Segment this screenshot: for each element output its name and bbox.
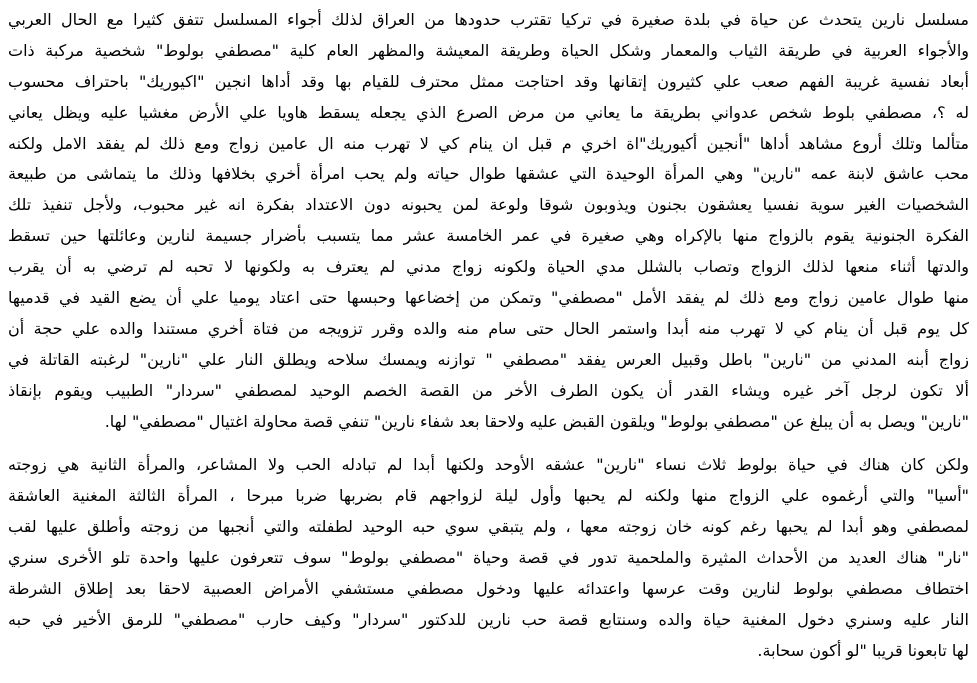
text-line: زواج أبنه المدني من "نارين" باطل وقبيل العرس يفقد "مصطفي " توازنه ويمسك سلاحه ويطلق النار علي "نارين" لرغبته القاتلة في xyxy=(8,349,969,369)
text-line: أبعاد نفسية غريبة الفهم صعب علي كثيرون إتقانها وقد احتاجت ممثل محترف للقيام بها وقد أداها انجين "اكيوريك" باحتراف محسوب xyxy=(8,71,969,91)
text-line: "نار" هناك العديد من الأحداث المثيرة والملحمية تدور في قصة وحياة "مصطفي بولوط" سوف تتعرفون عليها واحدة تلو الأخرى سنري xyxy=(8,548,969,568)
text-line: لمصطفي وهو أبدا لم يحبها رغم كونه خان زوجته معها ، ولم يتبقي سوي حبه الوحيد لطفلته والتي أنجبها من زوجته وأطلق عليها لقب xyxy=(8,517,969,537)
text-line: له ؟، مصطفي بلوط شخص عدواني بطريقة ما يعاني من مرض الصرع الذي يجعله يسقط هاويا علي الأرض مغشيا عليه ويظل يعاني xyxy=(8,102,969,122)
text-line: متألما وتلك أروع مشاهد أداها "أنجين أكيوريك"اة اخري م قبل ان ينام كي لا تهرب منه ال عامين زواج ومع ذلك لم يفقد الامل ولكنه xyxy=(8,133,969,153)
text-line: والأجواء العربية في طريقة الثياب والمعمار وشكل الحياة وطريقة المعيشة والمظهر العام كلية "مصطفي بولوط" شخصية مركبة ذات xyxy=(8,40,969,60)
text-line: الفكرة الجنونية يقوم بالزواج منها بالإكراه وهي صغيرة في عمر الخامسة عشر مما يتسبب بأضرار جسيمة لنارين وعائلتها حين تسقط xyxy=(8,226,969,246)
text-line: "نارين" ويصل به أن يبلغ عن "مصطفي بولوط" ويلقون القبض عليه ولاحقا بعد شفاء نارين" تنفي قصة محاولة اغتيال "مصطفي" لها. xyxy=(104,411,969,431)
text-line: منها طوال عامين زواج ومع ذلك لم يفقد الأمل "مصطفي" وتمكن من إخضاعها وحبسها حتى اعتاد يوميا علي أن يضع القيد في قدميها xyxy=(8,288,969,308)
text-line: لها تابعونا قريبا "لو أكون سحابة. xyxy=(757,640,969,660)
text-line: النار عليه وسنري دخول المغنية حياة والده وسنتابع قصة حب نارين للدكتور "سردار" وكيف حارب "مصطفي" للرمق الأخير في حبه xyxy=(8,609,969,629)
text-line: كل يوم قبل أن ينام كي لا تهرب منه أبدا واستمر الحال حتى سام منه والده وقرر تزويجه من فتاة أخري مستندا والده علي حجة أن xyxy=(8,318,969,338)
text-line: محب عاشق لابنة عمه "نارين" وهي المرأة الوحيدة التي عشقها طوال حياته ولم يحب امرأة أخري بخلافها وذلك ما يتماشى من طبيعة xyxy=(8,164,969,184)
text-line: الشخصيات الغير سوية نفسيا يعشقون بجنون ويذوبون شوقا ولوعة لمن يحبونه دون الاعتداد بفكرة انه غير محبوب، ولأجل تنفيذ تلك xyxy=(8,195,969,215)
text-line: "أسيا" والتي أرغموه علي الزواج منها ولكنه لم يحبها وأول ليلة لزواجهم قام بضربها ضربا مبرحا ، المرأة الثالثة المغنية العاشقة xyxy=(8,486,969,506)
text-line: اختطاف مصطفي بولوط لنارين وقت عرسها واعتدائه عليها ودخول مصطفي مستشفي الأمراض العصبية لاحقا بعد إطلاق الشرطة xyxy=(8,579,969,599)
text-line: ألا تكون لرجل آخر غيره ويشاء القدر أن يكون الطرف الأخر من القصة الخصم الوحيد لمصطفي "سردار" الطبيب ويقوم بإنقاذ xyxy=(8,380,969,400)
text-line: مسلسل نارين يتحدث عن حياة في بلدة صغيرة في تركيا تقترب حدودها من العراق لذلك أجواء المسلسل تتفق كثيرا مع الحال العربي xyxy=(8,10,969,29)
text-line: والدتها أثناء منعها لذلك الزواج وتصاب بالشلل مدي الحياة ولكونه زواج مدني لم يعترف به ولكونها لا تحبه لم ترضي به أن يقرب xyxy=(8,257,969,277)
text-line: ولكن كان هناك في حياة بولوط ثلاث نساء "نارين" عشقه الأوحد ولكنها أبدا لم تبادله الحب ولا المشاعر، والمرأة الثانية هي زوجته xyxy=(8,455,969,475)
paragraph-1 xyxy=(8,5,969,437)
paragraph-2 xyxy=(8,450,969,666)
